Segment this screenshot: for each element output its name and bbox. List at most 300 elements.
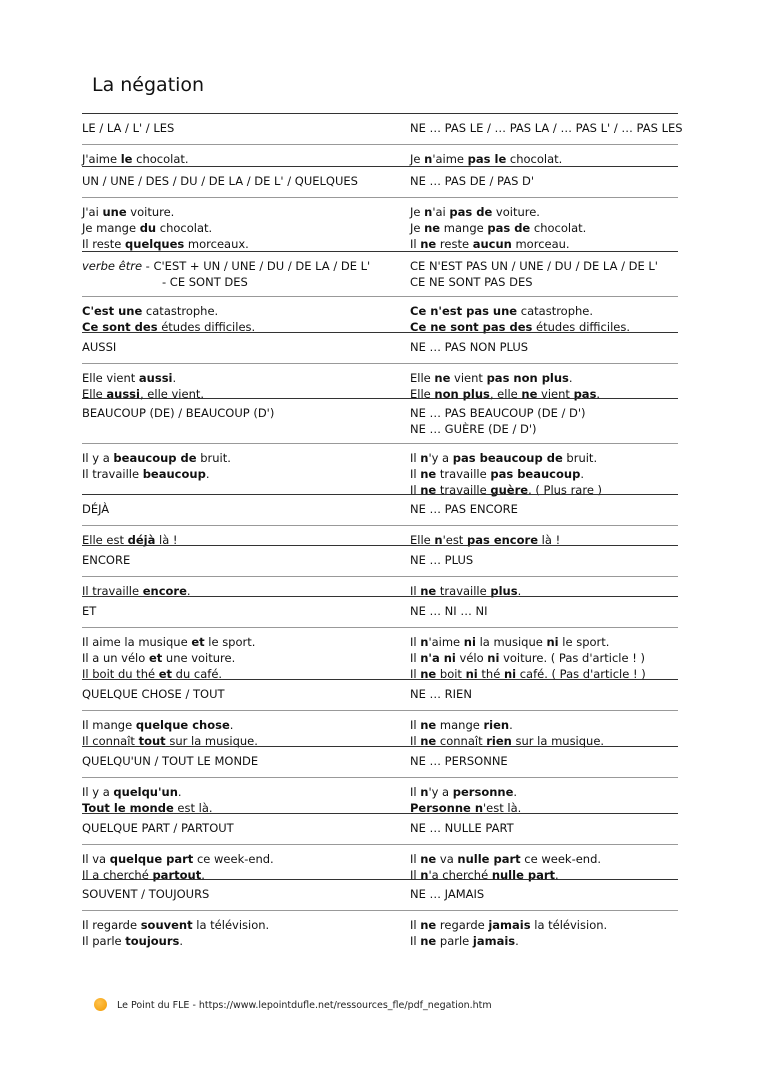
text-line	[410, 784, 521, 800]
text-line	[82, 120, 404, 136]
text-segment: le sport.	[204, 635, 256, 649]
bold-segment: pas encore	[466, 533, 539, 547]
text-segment: du café.	[172, 667, 223, 681]
text-segment: sur la musique.	[165, 734, 258, 748]
text-segment: Il	[410, 918, 421, 932]
bold-segment: Ce sont des	[82, 320, 158, 334]
text-segment: BEAUCOUP (DE) / BEAUCOUP (D')	[82, 406, 275, 420]
negative-header	[410, 173, 534, 189]
section-header	[82, 686, 678, 700]
affirmative-header	[82, 173, 404, 189]
text-line	[410, 120, 683, 136]
bold-segment: rien	[486, 734, 512, 748]
text-segment: .	[186, 584, 191, 598]
text-segment: études difficiles.	[532, 320, 630, 334]
negative-header	[410, 339, 528, 355]
text-segment: .	[580, 467, 584, 481]
affirmative-examples	[82, 717, 404, 749]
text-segment: voiture.	[492, 205, 540, 219]
text-segment: NE … RIEN	[410, 687, 472, 701]
text-line	[82, 634, 404, 650]
bold-segment: quelque chose	[135, 718, 230, 732]
bold-segment: ne	[420, 918, 437, 932]
text-line	[410, 686, 472, 702]
text-segment: parle	[436, 934, 473, 948]
text-segment: Il	[410, 934, 421, 948]
bold-segment: ne	[420, 483, 437, 497]
bold-segment: déjà	[127, 533, 156, 547]
text-segment: ENCORE	[82, 553, 131, 567]
affirmative-examples	[82, 634, 404, 682]
text-segment: voiture.	[126, 205, 175, 219]
bold-segment: tout	[138, 734, 166, 748]
text-segment: .	[568, 371, 573, 385]
text-line	[82, 370, 404, 386]
bold-segment: une	[102, 205, 127, 219]
affirmative-header	[82, 886, 404, 902]
text-segment: LE / LA / L' / LES	[82, 121, 175, 135]
text-segment: Il boit du thé	[82, 667, 159, 681]
text-segment: connaît	[436, 734, 487, 748]
text-line	[82, 303, 404, 319]
affirmative-header	[82, 603, 404, 619]
text-segment: Il va	[82, 852, 110, 866]
text-segment: Il	[410, 868, 421, 882]
text-line	[82, 552, 404, 568]
text-segment: Elle	[82, 387, 107, 401]
text-segment: sur la musique.	[511, 734, 605, 748]
bold-segment: quelque part	[109, 852, 194, 866]
text-line	[410, 552, 473, 568]
bold-segment: pas beaucoup	[490, 467, 581, 481]
bold-segment: aussi	[106, 387, 140, 401]
affirmative-examples	[82, 450, 404, 482]
text-segment: là !	[155, 533, 178, 547]
text-line	[82, 717, 404, 733]
text-segment: - C'EST + UN / UNE / DU / DE LA / DE L'	[142, 259, 371, 273]
text-segment: .	[555, 868, 559, 882]
text-segment: NE … NI … NI	[410, 604, 488, 618]
bold-segment: ni	[503, 667, 517, 681]
text-segment: .	[179, 934, 184, 948]
bold-segment: Personne n	[410, 801, 484, 815]
text-line	[410, 820, 514, 836]
text-segment: le sport.	[558, 635, 610, 649]
text-line	[82, 933, 404, 949]
text-segment: Je mange	[82, 221, 140, 235]
text-segment: Il	[410, 718, 421, 732]
text-segment: Il	[410, 852, 421, 866]
text-segment: .	[515, 934, 519, 948]
text-segment: .	[177, 785, 182, 799]
text-segment: Il	[410, 451, 421, 465]
negative-examples	[410, 303, 630, 335]
text-segment: Elle	[410, 533, 435, 547]
text-line	[410, 236, 586, 252]
text-segment: NE … PAS LE / … PAS LA / … PAS L' / … PAS LES	[410, 121, 683, 135]
section-header	[82, 753, 678, 767]
text-line	[82, 204, 404, 220]
negative-header	[410, 120, 683, 136]
bold-segment: aucun	[472, 237, 512, 251]
text-segment: là !	[538, 533, 561, 547]
text-segment: SOUVENT / TOUJOURS	[82, 887, 210, 901]
bold-segment: et	[158, 667, 173, 681]
affirmative-examples	[82, 303, 404, 335]
bold-segment: ne	[424, 221, 441, 235]
section-header	[82, 173, 678, 187]
header-divider	[82, 197, 678, 198]
text-segment: 'ai	[432, 205, 450, 219]
text-line	[82, 450, 404, 466]
bold-segment: Ce n'est pas une	[410, 304, 518, 318]
text-segment: .	[229, 718, 234, 732]
text-line	[82, 917, 404, 933]
text-segment: chocolat.	[530, 221, 587, 235]
section-header	[82, 501, 678, 515]
affirmative-examples	[82, 151, 404, 167]
bold-segment: pas	[573, 387, 597, 401]
text-segment: une voiture.	[162, 651, 236, 665]
bold-segment: ne	[420, 734, 437, 748]
bold-segment: ne	[420, 237, 437, 251]
text-line	[410, 466, 602, 482]
text-segment: études difficiles.	[157, 320, 256, 334]
bold-segment: Ce ne sont pas des	[410, 320, 533, 334]
text-segment: catastrophe.	[517, 304, 594, 318]
text-segment: ce week-end.	[193, 852, 274, 866]
bold-segment: beaucoup de	[113, 451, 197, 465]
bold-segment: du	[139, 221, 157, 235]
text-segment: NE … PAS NON PLUS	[410, 340, 529, 354]
bold-segment: quelques	[125, 237, 185, 251]
text-segment: Je	[410, 152, 425, 166]
page-title: La négation	[92, 74, 205, 96]
text-segment: Il	[410, 635, 421, 649]
affirmative-examples	[82, 917, 404, 949]
text-segment: . ( Plus rare )	[528, 483, 603, 497]
text-segment: UN / UNE / DES / DU / DE LA / DE L' / QUELQUES	[82, 174, 358, 188]
bold-segment: n	[420, 451, 429, 465]
negative-header	[410, 753, 508, 769]
text-line	[410, 917, 607, 933]
affirmative-header	[82, 686, 404, 702]
section-header	[82, 339, 678, 353]
section-header	[82, 603, 678, 617]
text-segment: 'y a	[428, 451, 453, 465]
header-divider	[82, 363, 678, 364]
text-segment: Je	[410, 205, 425, 219]
affirmative-header	[82, 405, 404, 421]
text-segment: bruit.	[196, 451, 231, 465]
text-line	[82, 851, 404, 867]
text-segment: morceaux.	[184, 237, 249, 251]
text-segment: .	[201, 868, 205, 882]
text-segment: chocolat.	[156, 221, 213, 235]
bold-segment: jamais	[488, 918, 531, 932]
affirmative-header	[82, 820, 404, 836]
text-segment: thé	[477, 667, 504, 681]
text-segment: ce week-end.	[520, 852, 602, 866]
text-segment: Elle	[410, 387, 435, 401]
negative-header	[410, 552, 473, 568]
text-segment: NE … PAS BEAUCOUP (DE / D')	[410, 406, 586, 420]
bold-segment: toujours	[125, 934, 180, 948]
affirmative-header	[82, 552, 404, 568]
text-segment: NE … PAS ENCORE	[410, 502, 518, 516]
affirmative-header	[82, 501, 404, 517]
text-segment: Je	[410, 221, 425, 235]
text-segment: Il travaille	[82, 584, 143, 598]
bold-segment: encore	[142, 584, 187, 598]
bold-segment: non plus	[434, 387, 490, 401]
affirmative-examples	[82, 204, 404, 252]
text-segment: , elle vient.	[139, 387, 205, 401]
text-segment: .	[509, 718, 513, 732]
bold-segment: nulle part	[491, 868, 556, 882]
bold-segment: n'a ni	[420, 651, 456, 665]
text-segment: Il parle	[82, 934, 126, 948]
text-line	[82, 603, 404, 619]
text-line	[82, 886, 404, 902]
negative-examples	[410, 717, 604, 749]
text-segment: boit	[436, 667, 466, 681]
text-segment: va	[436, 852, 458, 866]
bold-segment: personne	[452, 785, 514, 799]
text-line	[410, 339, 528, 355]
text-segment: NE … PLUS	[410, 553, 474, 567]
text-segment: verbe être	[82, 259, 143, 273]
negative-examples	[410, 784, 521, 816]
text-segment: Elle vient	[82, 371, 139, 385]
text-line	[410, 450, 602, 466]
text-segment: regarde	[436, 918, 489, 932]
header-divider	[82, 627, 678, 628]
text-segment: catastrophe.	[142, 304, 219, 318]
text-segment: 'y a	[428, 785, 453, 799]
text-segment: NE … PERSONNE	[410, 754, 508, 768]
bold-segment: n	[420, 635, 429, 649]
text-segment: Elle est	[82, 533, 128, 547]
header-divider	[82, 443, 678, 444]
section-header	[82, 258, 678, 289]
text-line	[82, 236, 404, 252]
text-line	[410, 370, 600, 386]
text-segment: est là.	[173, 801, 213, 815]
text-line	[410, 603, 487, 619]
bold-segment: Tout le monde	[82, 801, 174, 815]
text-line	[82, 405, 404, 421]
text-segment: Elle	[410, 371, 435, 385]
text-line	[410, 220, 586, 236]
text-line	[410, 173, 534, 189]
affirmative-header	[82, 120, 404, 136]
section-header	[82, 120, 683, 135]
bold-segment: ni	[487, 651, 500, 665]
bold-segment: pas de	[449, 205, 493, 219]
bold-segment: ne	[420, 718, 437, 732]
text-line	[410, 303, 630, 319]
section-header	[82, 552, 678, 566]
text-segment: CE N'EST PAS UN / UNE / DU / DE LA / DE L'	[410, 259, 658, 273]
text-segment: Il	[410, 651, 421, 665]
text-line	[410, 151, 562, 167]
section-header	[82, 405, 678, 436]
bold-segment: n	[424, 152, 433, 166]
header-divider	[82, 144, 678, 145]
text-line	[410, 634, 646, 650]
text-segment: 'est	[442, 533, 467, 547]
affirmative-header-line2: - CE SONT DES	[162, 275, 248, 289]
text-segment: Il travaille	[82, 467, 143, 481]
text-segment: NE … JAMAIS	[410, 887, 485, 901]
bold-segment: ni	[465, 667, 478, 681]
bold-segment: nulle part	[457, 852, 521, 866]
text-segment: la télévision.	[530, 918, 608, 932]
text-segment: mange	[440, 221, 488, 235]
text-line	[410, 753, 508, 769]
bold-segment: quelqu'un	[113, 785, 178, 799]
text-segment: Il	[410, 667, 421, 681]
bold-segment: jamais	[472, 934, 516, 948]
text-segment: .	[513, 785, 518, 799]
bold-segment: beaucoup	[142, 467, 206, 481]
bold-segment: n	[424, 205, 433, 219]
text-line	[410, 204, 586, 220]
header-divider	[82, 296, 678, 297]
text-line	[82, 753, 404, 769]
text-segment: Il	[410, 734, 421, 748]
text-line	[82, 258, 404, 274]
bold-segment: pas de	[487, 221, 531, 235]
text-segment: Il reste	[82, 237, 126, 251]
bold-segment: souvent	[140, 918, 193, 932]
text-segment: Il connaît	[82, 734, 139, 748]
text-segment: travaille	[436, 483, 491, 497]
text-line	[82, 501, 404, 517]
text-segment: J'ai	[82, 205, 103, 219]
text-line	[410, 933, 607, 949]
bold-segment: ne	[420, 584, 437, 598]
bold-segment: C'est une	[82, 304, 143, 318]
negative-header	[410, 501, 518, 517]
section-header	[82, 820, 678, 834]
negative-header	[410, 258, 658, 290]
text-segment: bruit.	[562, 451, 598, 465]
text-segment: vélo	[455, 651, 488, 665]
bold-segment: et	[191, 635, 205, 649]
bold-segment: ni	[463, 635, 476, 649]
bold-segment: plus	[490, 584, 518, 598]
text-segment: 'a cherché	[428, 868, 492, 882]
text-segment: QUELQU'UN / TOUT LE MONDE	[82, 754, 259, 768]
text-line	[410, 405, 586, 421]
affirmative-examples	[82, 784, 404, 816]
bold-segment: ne	[521, 387, 538, 401]
bold-segment: partout	[152, 868, 202, 882]
text-segment: Il a cherché	[82, 868, 153, 882]
text-segment: ET	[82, 604, 97, 618]
header-divider	[82, 576, 678, 577]
negative-examples	[410, 450, 602, 498]
text-segment: Il	[410, 467, 421, 481]
header-divider	[82, 910, 678, 911]
text-line	[410, 258, 658, 274]
text-line	[410, 851, 601, 867]
bold-segment: aussi	[138, 371, 173, 385]
text-segment: DÉJÀ	[82, 502, 110, 516]
text-segment: la télévision.	[192, 918, 270, 932]
affirmative-header	[82, 339, 404, 355]
text-line	[82, 784, 404, 800]
text-segment: .	[205, 467, 210, 481]
text-segment: Il mange	[82, 718, 136, 732]
text-line	[82, 339, 404, 355]
text-segment: J'aime	[82, 152, 121, 166]
bold-segment: ni	[546, 635, 559, 649]
text-segment: 'aime	[428, 635, 464, 649]
bold-segment: ne	[434, 371, 451, 385]
negative-examples	[410, 634, 646, 682]
text-segment: café. ( Pas d'article ! )	[516, 667, 646, 681]
text-segment: Il	[410, 237, 421, 251]
text-segment: vient	[450, 371, 487, 385]
text-line	[82, 173, 404, 189]
text-line	[410, 650, 646, 666]
text-line	[410, 717, 604, 733]
text-segment: .	[517, 584, 522, 598]
negative-examples	[410, 204, 586, 252]
bold-segment: n	[434, 533, 443, 547]
text-segment: chocolat.	[506, 152, 563, 166]
text-segment: travaille	[436, 584, 491, 598]
text-line	[410, 501, 518, 517]
bold-segment: ne	[420, 934, 437, 948]
negative-header	[410, 405, 586, 437]
text-segment: Il aime la musique	[82, 635, 192, 649]
text-segment: reste	[436, 237, 473, 251]
negative-header-line2: NE … GUÈRE (DE / D')	[410, 422, 537, 436]
text-segment: Il	[410, 584, 421, 598]
header-divider	[82, 844, 678, 845]
text-segment: .	[596, 387, 601, 401]
bold-segment: le	[120, 152, 133, 166]
text-segment: Il	[410, 483, 421, 497]
text-segment: QUELQUE PART / PARTOUT	[82, 821, 234, 835]
header-divider	[82, 777, 678, 778]
bold-segment: et	[148, 651, 163, 665]
orange-circle-logo-icon	[94, 998, 107, 1011]
text-segment: Il	[410, 785, 421, 799]
text-line	[82, 686, 404, 702]
text-segment: 'aime	[432, 152, 468, 166]
negative-examples	[410, 917, 607, 949]
text-segment: Il y a	[82, 451, 114, 465]
header-divider	[82, 710, 678, 711]
negative-header	[410, 886, 484, 902]
text-segment: NE … PAS DE / PAS D'	[410, 174, 535, 188]
bold-segment: guère	[490, 483, 529, 497]
header-divider	[82, 525, 678, 526]
text-segment: chocolat.	[132, 152, 189, 166]
text-line	[82, 151, 404, 167]
negative-examples	[410, 151, 562, 167]
text-segment: vient	[537, 387, 574, 401]
bold-segment: pas non plus	[486, 371, 569, 385]
bold-segment: ne	[420, 667, 437, 681]
footer-text: Le Point du FLE - https://www.lepointdufle.net/ressources_fle/pdf_negation.htm	[117, 1000, 492, 1011]
section-header	[82, 886, 678, 900]
